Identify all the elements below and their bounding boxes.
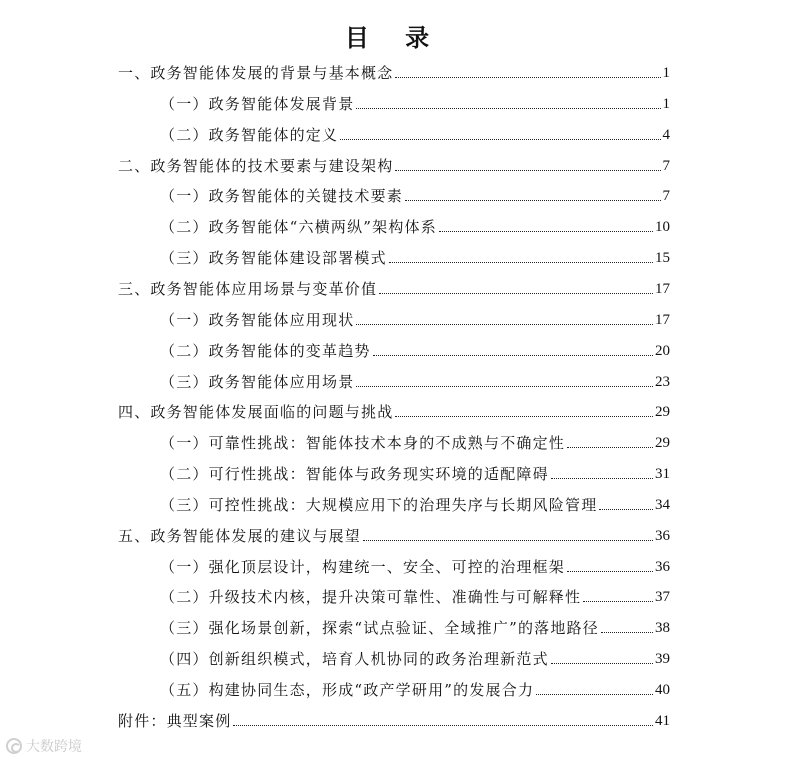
toc-entry-label: 四、政务智能体发展面临的问题与挑战 (118, 403, 394, 422)
toc-page-number: 39 (655, 651, 670, 668)
toc-entry-label: （一）政务智能体的关键技术要素 (160, 187, 404, 206)
toc-entry-label: 二、政务智能体的技术要素与建设架构 (118, 156, 394, 175)
toc-page-number: 36 (655, 558, 670, 575)
toc-entry-label: （四）创新组织模式，培育人机协同的政务治理新范式 (160, 650, 549, 669)
toc-page-number: 17 (655, 280, 670, 297)
toc-page-number: 7 (662, 157, 670, 174)
dot-leader (395, 77, 660, 78)
toc-entry-label: （二）政务智能体的定义 (160, 125, 339, 144)
toc-entry-label: （五）构建协同生态，形成“政产学研用”的发展合力 (160, 681, 535, 699)
dot-leader (379, 293, 653, 294)
toc-section-entry[interactable] (160, 215, 670, 239)
toc-entry-label: （三）强化场景创新，探索“试点验证、全域推广”的落地路径 (160, 619, 599, 638)
dot-leader (439, 231, 653, 232)
dot-leader (340, 139, 660, 140)
toc-chapter-entry[interactable] (118, 400, 670, 424)
toc-section-entry[interactable] (160, 246, 670, 270)
toc-entry-label: 五、政务智能体发展的建议与展望 (118, 526, 362, 545)
toc-chapter-entry[interactable] (118, 154, 670, 178)
toc-page-number: 38 (655, 620, 670, 637)
toc-entry-label: 一、政务智能体发展的背景与基本概念 (118, 64, 394, 82)
toc-entry-label: （二）政务智能体“六横两纵”架构体系 (160, 218, 437, 237)
toc-section-entry[interactable] (160, 339, 670, 363)
dot-leader (551, 478, 653, 479)
toc-page-number: 1 (662, 95, 670, 112)
dot-leader (356, 386, 653, 387)
toc-page-number: 40 (655, 682, 670, 698)
toc-page-number: 29 (655, 435, 670, 452)
toc-section-entry[interactable] (160, 92, 670, 116)
toc-section-entry[interactable] (160, 308, 670, 332)
toc-entry-label: 三、政务智能体应用场景与变革价值 (118, 279, 378, 298)
toc-section-entry[interactable] (160, 431, 670, 455)
toc-section-entry[interactable] (160, 123, 670, 147)
dot-leader (567, 571, 653, 572)
dot-leader (551, 663, 653, 664)
dot-leader (233, 725, 653, 726)
toc-section-entry[interactable] (160, 647, 670, 671)
toc-entry-label: 附件：典型案例 (118, 711, 232, 730)
watermark (6, 736, 82, 756)
toc-page-number: 10 (655, 219, 670, 236)
toc-entry-label: （三）政务智能体建设部署模式 (160, 249, 387, 268)
dot-leader (405, 200, 660, 201)
watermark-text: 大数跨境 (26, 739, 82, 755)
toc-chapter-entry[interactable] (118, 709, 670, 733)
dot-leader (356, 324, 653, 325)
toc-page-number: 4 (662, 126, 670, 143)
toc-page-number: 1 (662, 65, 670, 81)
brand-logo-icon (6, 738, 22, 754)
toc-page-number: 36 (655, 527, 670, 544)
toc-title: 目 录 (344, 24, 444, 52)
toc-section-entry[interactable] (160, 616, 670, 640)
toc-page-number: 31 (655, 466, 670, 483)
dot-leader (356, 108, 660, 109)
toc-entry-label: （二）政务智能体的变革趋势 (160, 341, 371, 360)
toc-chapter-entry[interactable] (118, 61, 670, 85)
toc-section-entry[interactable] (160, 678, 670, 702)
toc-section-entry[interactable] (160, 370, 670, 394)
toc-section-entry[interactable] (160, 493, 670, 517)
toc-page-number: 29 (655, 404, 670, 421)
toc-entry-label: （三）可控性挑战：大规模应用下的治理失序与长期风险管理 (160, 495, 598, 514)
dot-leader (373, 355, 653, 356)
toc-page-number: 41 (655, 712, 670, 729)
toc-entry-label: （一）政务智能体发展背景 (160, 94, 355, 113)
dot-leader (389, 262, 653, 263)
toc-page-number: 34 (655, 496, 670, 513)
dot-leader (536, 694, 653, 695)
toc-page-number: 37 (655, 589, 670, 606)
toc-page-number: 7 (662, 188, 670, 205)
toc-section-entry[interactable] (160, 462, 670, 486)
dot-leader (601, 632, 653, 633)
dot-leader (599, 509, 653, 510)
toc-entry-label: （一）强化顶层设计，构建统一、安全、可控的治理框架 (160, 557, 566, 576)
toc-entry-label: （三）政务智能体应用场景 (160, 372, 355, 391)
toc-section-entry[interactable] (160, 184, 670, 208)
toc-section-entry[interactable] (160, 585, 670, 609)
dot-leader (567, 447, 653, 448)
toc-page-number: 20 (655, 342, 670, 359)
toc-chapter-entry[interactable] (118, 524, 670, 548)
toc-page-number: 15 (655, 250, 670, 267)
toc-page-number: 23 (655, 373, 670, 390)
toc-section-entry[interactable] (160, 555, 670, 579)
dot-leader (583, 601, 653, 602)
toc-chapter-entry[interactable] (118, 277, 670, 301)
toc-entry-label: （二）可行性挑战：智能体与政务现实环境的适配障碍 (160, 465, 549, 484)
dot-leader (395, 170, 660, 171)
toc-entry-label: （一）可靠性挑战：智能体技术本身的不成熟与不确定性 (160, 434, 566, 453)
toc-entry-label: （一）政务智能体应用现状 (160, 310, 355, 329)
toc-entry-label: （二）升级技术内核，提升决策可靠性、准确性与可解释性 (160, 588, 582, 607)
dot-leader (395, 416, 653, 417)
dot-leader (363, 540, 653, 541)
toc-page-number: 17 (655, 311, 670, 328)
